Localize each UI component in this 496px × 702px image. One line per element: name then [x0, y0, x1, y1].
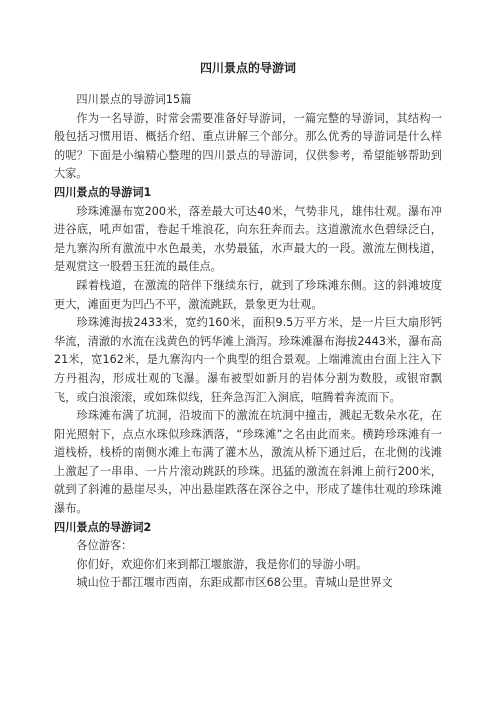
- section-heading: 四川景点的导游词1: [54, 185, 152, 199]
- document-title: 四川景点的导游词: [199, 61, 296, 75]
- body-paragraph: 你们好，欢迎你们来到都江堰旅游，我是你们的导游小明。: [76, 557, 368, 571]
- body-paragraph: 珍珠滩瀑布宽200米，落差最大可达40米，气势非凡，雄伟壮观。瀑布冲进谷底，吼声如雷，卷起千堆浪花，向东狂奔而去。这道激流水色碧绿泛白，是九寨沟所有激流中水色最美，水势最猛，水声最大的一段。激流左侧栈道，是观赏这一股碧玉狂流的最佳点。: [54, 204, 442, 274]
- body-paragraph: 踩着栈道，在激流的陪伴下继续东行，就到了珍珠滩东侧。这的斜滩坡度更大，滩面更为凹凸不平，激流跳跃，景象更为壮观。: [54, 278, 442, 311]
- body-paragraph: 城山位于都江堰市西南，东距成都市区68公里。青城山是世界文: [76, 576, 393, 590]
- body-paragraph: 作为一名导游，时常会需要准备好导游词，一篇完整的导游词，其结构一般包括习惯用语、概括介绍、重点讲解三个部分。那么优秀的导游词是什么样的呢？下面是小编精心整理的四川景点的导游词，仅供参考，希望能够帮助到大家。: [54, 111, 442, 181]
- body-paragraph: 珍珠滩布满了坑洞，沿坡而下的激流在坑洞中撞击，溅起无数朵水花，在阳光照射下，点点水珠似珍珠洒落，“珍珠滩”之名由此而来。横跨珍珠滩有一道栈桥，栈桥的南侧水滩上布满了灌木丛，激流从桥下通过后，在北侧的浅滩上激起了一串串、一片片滚动跳跃的珍珠。迅猛的激流在斜滩上前行200米，就到了斜滩的悬崖尽头，冲出悬崖跌落在深谷之中，形成了雄伟壮观的珍珠滩瀑布。: [54, 409, 442, 516]
- body-paragraph: 珍珠滩海拔2433米，宽约160米，面积9.5万平方米，是一片巨大扇形钙华流，清澈的水流在浅黄色的钙华滩上淌泻。珍珠滩瀑布海拔2443米，瀑布高21米，宽162米，是九寨沟内一个典型的组合景观。上端滩流由台面上注入下方丹祖沟，形成壮观的飞瀑。瀑布被型如新月的岩体分割为数股，或银帘飘飞，或白浪滚滚，或如珠似线，狂奔急泻汇入涧底，喧腾着奔流而下。: [54, 316, 442, 404]
- body-paragraph: 四川景点的导游词15篇: [76, 93, 192, 106]
- body-paragraph: 各位游客：: [76, 539, 133, 553]
- section-heading: 四川景点的导游词2: [54, 520, 152, 534]
- document-body: [54, 91, 442, 593]
